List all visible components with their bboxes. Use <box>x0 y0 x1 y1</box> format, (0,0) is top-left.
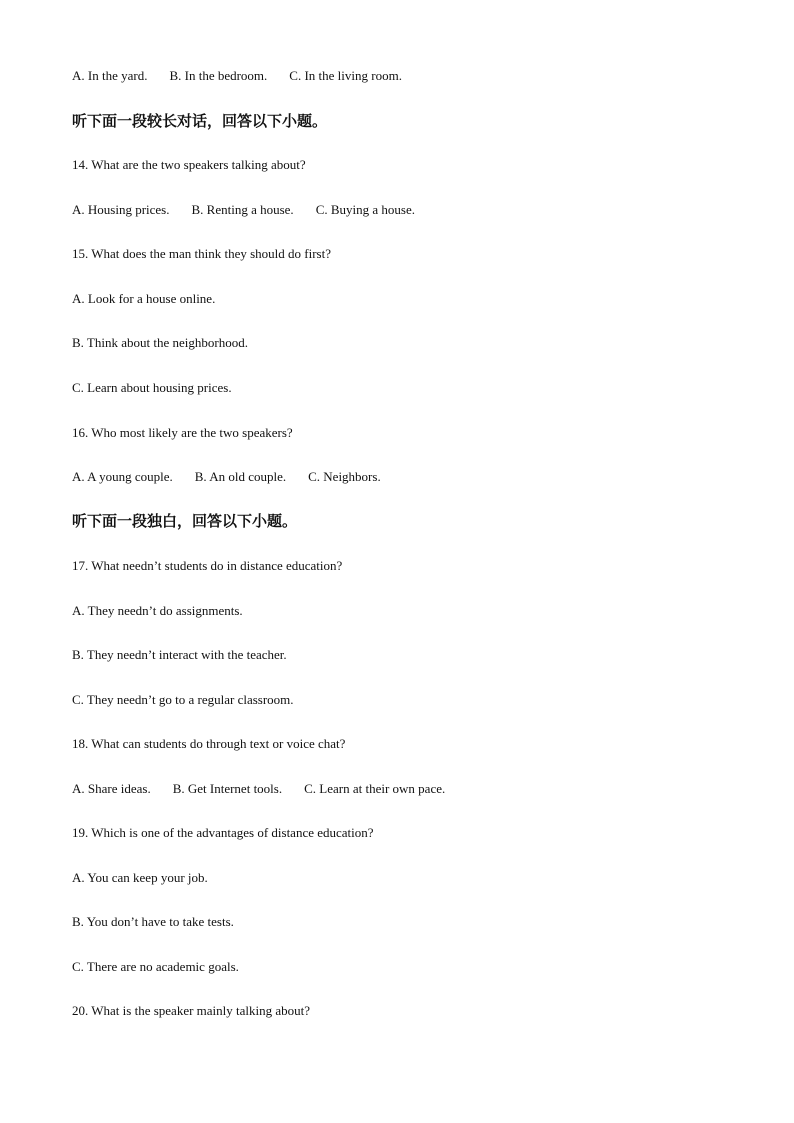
question-15: 15. What does the man think they should do first? <box>72 246 331 261</box>
section-heading-monologue: 听下面一段独白，回答以下小题。 <box>72 512 298 530</box>
option-a: A. A young couple. <box>72 469 173 484</box>
option-15-b: B. Think about the neighborhood. <box>72 335 248 350</box>
question-16: 16. Who most likely are the two speakers? <box>72 425 293 440</box>
option-17-c: C. They needn’t go to a regular classroom. <box>72 692 294 707</box>
option-19-c: C. There are no academic goals. <box>72 959 239 974</box>
option-c: C. Neighbors. <box>308 469 381 484</box>
question-17: 17. What needn’t students do in distance education? <box>72 558 343 573</box>
option-b: B. An old couple. <box>194 469 287 484</box>
option-19-a: A. You can keep your job. <box>72 870 208 885</box>
question-18: 18. What can students do through text or voice chat? <box>72 736 346 751</box>
option-19-b: B. You don’t have to take tests. <box>72 914 234 929</box>
section-heading-dialogue: 听下面一段较长对话，回答以下小题。 <box>72 112 328 130</box>
question-19: 19. Which is one of the advantages of distance education? <box>72 825 374 840</box>
option-b: B. In the bedroom. <box>169 68 268 83</box>
options-row-16 <box>72 469 381 485</box>
option-c: C. In the living room. <box>289 68 402 83</box>
option-a: A. In the yard. <box>72 68 148 83</box>
option-a: A. Share ideas. <box>72 781 151 796</box>
option-a: A. Housing prices. <box>72 202 170 217</box>
option-b: B. Renting a house. <box>191 202 294 217</box>
option-17-a: A. They needn’t do assignments. <box>72 603 243 618</box>
option-c: C. Learn at their own pace. <box>304 781 446 796</box>
option-c: C. Buying a house. <box>315 202 415 217</box>
question-14: 14. What are the two speakers talking about? <box>72 157 306 172</box>
option-15-c: C. Learn about housing prices. <box>72 380 232 395</box>
option-15-a: A. Look for a house online. <box>72 291 216 306</box>
options-row-14 <box>72 202 415 218</box>
options-row-18 <box>72 781 445 797</box>
option-17-b: B. They needn’t interact with the teacher. <box>72 647 287 662</box>
options-row-13 <box>72 68 402 84</box>
option-b: B. Get Internet tools. <box>172 781 283 796</box>
question-20: 20. What is the speaker mainly talking about? <box>72 1003 311 1018</box>
